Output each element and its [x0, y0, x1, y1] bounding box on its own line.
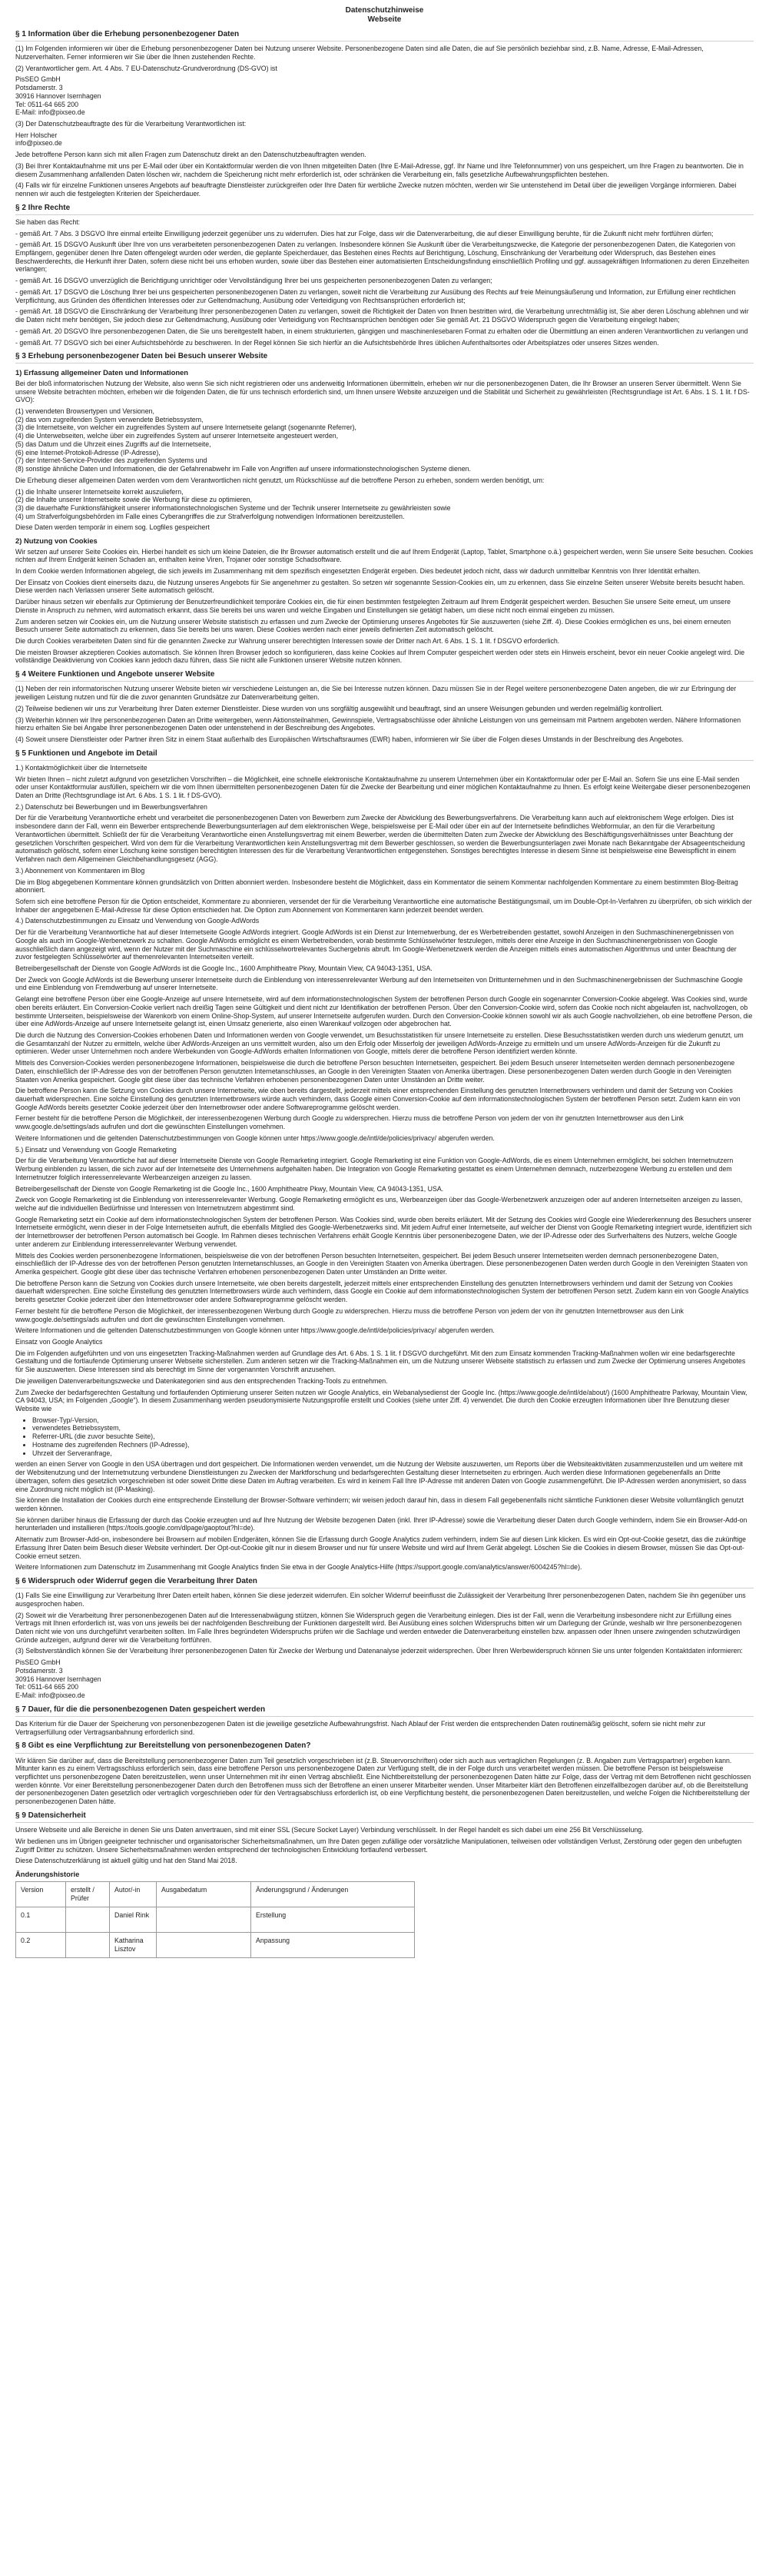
- paragraph: Sie können darüber hinaus die Erfassung der durch das Cookie erzeugten und auf Ihre Nutzung der Website bezogenen Daten (inkl. Ihrer IP-Adresse) sowie die Verarbeitung dieser Daten durch Google verhindern, indem Sie ein Browser-Add-on herunterladen und installieren (https://tools.google.com/dlpage/gaoptout?hl=de).: [15, 1515, 747, 1532]
- subsection-heading: 2) Nutzung von Cookies: [15, 536, 98, 546]
- subsection-heading: 1) Erfassung allgemeiner Daten und Informationen: [15, 368, 189, 377]
- section-8-heading: § 8 Gibt es eine Verpflichtung zur Bereitstellung von personenbezogenen Daten?: [15, 1741, 754, 1753]
- paragraph: Betreibergesellschaft der Dienste von Google Remarketing ist die Google Inc., 1600 Amphitheatre Pkwy, Mountain View, CA 94043-1351, USA.: [15, 1184, 444, 1193]
- paragraph: (1) Falls Sie eine Einwilligung zur Verarbeitung Ihrer Daten erteilt haben, können Sie diese jederzeit widerrufen. Ein solcher Widerruf beeinflusst die Zulässigkeit der Verarbeitung Ihrer personenbezogenen Daten, nachdem Sie ihn gegenüber uns ausgesprochen haben.: [15, 1592, 746, 1608]
- list-item: • Hostname des zugreifenden Rechners (IP-Adresse),: [32, 1441, 754, 1449]
- paragraph: Die im Blog abgegebenen Kommentare können grundsätzlich von Dritten abonniert werden. Insbesondere besteht die Möglichkeit, dass ein Kommentator die seinem Kommentar nachfolgenden Kommentare zu einem bestimmten Blog-Beitrag abonniert.: [15, 878, 738, 895]
- address-line: Tel: 0511-64 665 200: [15, 100, 79, 108]
- paragraph: (1) Neben der rein informatorischen Nutzung unserer Website bieten wir verschiedene Leistungen an, die Sie bei Interesse nutzen können. Dazu müssen Sie in der Regel weitere personenbezogene Daten angeben, die wir zur Erbringung der jeweiligen Leistung nutzen und für die die zuvor genannten Grundsätze zur Datenverarbeitung gelten.: [15, 685, 737, 702]
- paragraph: Jede betroffene Person kann sich mit allen Fragen zum Datenschutz direkt an den Datenschutzbeauftragten wenden.: [15, 151, 366, 159]
- paragraph: Die jeweiligen Datenverarbeitungszwecke und Datenkategorien sind aus den entsprechenden Tracking-Tools zu entnehmen.: [15, 1376, 388, 1385]
- rights-item: - gemäß Art. 17 DSGVO die Löschung Ihrer bei uns gespeicherten personenbezogenen Daten zu verlangen, soweit nicht die Verarbeitung zur Ausübung des Rechts auf freie Meinungsäußerung und Information, zur Erfüllung einer rechtlichen Verpflichtung, aus Gründen des öffentlichen Interesses oder zur Geltendmachung, Ausübung oder Verteidigung von Rechtsansprüchen erforderlich ist;: [15, 287, 736, 304]
- list-item: (6) eine Internet-Protokoll-Adresse (IP-Adresse),: [15, 448, 161, 456]
- paragraph: Wir bedienen uns im Übrigen geeigneter technischer und organisatorischer Sicherheitsmaßnahmen, um Ihre Daten gegen zufällige oder vorsätzliche Manipulationen, teilweisen oder vollständigen Verlust, Zerstörung oder gegen den unbefugten Zugriff Dritter zu schützen. Unsere Sicherheitsmaßnahmen werden entsprechend der technologischen Entwicklung fortlaufend verbessert.: [15, 1837, 742, 1854]
- paragraph: werden an einen Server von Google in den USA übertragen und dort gespeichert. Die Informationen werden verwendet, um die Nutzung der Website auszuwerten, um Reports über die Websiteaktivitäten zusammenzustellen und um weitere mit der Websitenutzung und der Internetnutzung verbundene Dienstleistungen zu Zwecken der Marktforschung und bedarfsgerechten Gestaltung dieser Internetseiten zu erbringen. Auch werden diese Informationen gegebenenfalls an Dritte übertragen, sofern dies gesetzlich vorgeschrieben ist oder soweit Dritte diese Daten im Auftrag verarbeiten. Es wird in keinem Fall Ihre IP-Adresse mit anderen Daten von Google zusammengeführt. Die IP-Adressen werden anonymisiert, so dass eine Zuordnung nicht möglich ist (IP-Masking).: [15, 1460, 747, 1493]
- subsection-title: 5.) Einsatz und Verwendung von Google Remarketing: [15, 1145, 177, 1154]
- paragraph: (3) Weiterhin können wir Ihre personenbezogenen Daten an Dritte weitergeben, wenn Aktionsteilnahmen, Gewinnspiele, Vertragsabschlüsse oder ähnliche Leistungen von uns gemeinsam mit Partnern angeboten werden. Nähere Informationen hierzu erhalten Sie bei Angabe Ihrer personenbezogenen Daten oder untenstehend in der Beschreibung des Angebotes.: [15, 715, 741, 732]
- paragraph: Der für die Verarbeitung Verantwortliche erhebt und verarbeitet die personenbezogenen Daten von Bewerbern zum Zwecke der Abwicklung des Bewerbungsverfahrens. Die Verarbeitung kann auch auf elektronischem Wege erfolgen. Dies ist insbesondere dann der Fall, wenn ein Bewerber entsprechende Bewerbungsunterlagen auf dem elektronischen Wege, beispielsweise per E-Mail oder über ein auf der Internetseite befindliches Webformular, an den für die Verarbeitung Verantwortlichen übermittelt. Schließt der für die Verarbeitung Verantwortliche einen Anstellungsvertrag mit einem Bewerber, werden die übermittelten Daten zum Zwecke der Abwicklung des Beschäftigungsverhältnisses unter Beachtung der gesetzlichen Vorschriften gespeichert. Wird von dem für die Verarbeitung Verantwortlichen kein Anstellungsvertrag mit dem Bewerber geschlossen, so werden die Bewerbungsunterlagen zwei Monate nach Bekanntgabe der Absageentscheidung automatisch gelöscht, sofern einer Löschung keine sonstigen berechtigten Interessen des für die Verarbeitung Verantwortlichen entgegenstehen. Sonstiges berechtigtes Interesse in diesem Sinne ist beispielsweise eine Beweispflicht in einem Verfahren nach dem Allgemeinen Gleichbehandlungsgesetz (AGG).: [15, 814, 745, 864]
- list-item: (7) der Internet-Service-Provider des zugreifenden Systems und: [15, 456, 207, 465]
- column-header-date: Ausgabedatum: [157, 1882, 251, 1907]
- address-line: 30916 Hannover Isernhagen: [15, 1675, 101, 1683]
- change-history-table: [15, 1881, 415, 1957]
- analytics-data-list: [15, 1416, 754, 1458]
- paragraph: Weitere Informationen und die geltenden Datenschutzbestimmungen von Google können unter https://www.google.de/intl/de/policies/privacy/ abgerufen werden.: [15, 1326, 495, 1335]
- paragraph: Mittels des Conversion-Cookies werden personenbezogene Informationen, beispielsweise die durch die betroffene Person besuchten Internetseiten, gespeichert. Bei jedem Besuch unserer Internetseiten werden demnach personenbezogene Daten, einschließlich der IP-Adresse des von der betroffenen Person genutzten Internetanschlusses, an Google in den Vereinigten Staaten von Amerika übertragen. Diese personenbezogenen Daten werden durch Google in den Vereinigten Staaten von Amerika gespeichert. Google gibt diese über das technische Verfahren erhobenen personenbezogenen Daten unter Umständen an Dritte weiter.: [15, 1059, 735, 1084]
- paragraph: Wir bieten Ihnen – nicht zuletzt aufgrund von gesetzlichen Vorschriften – die Möglichkeit, eine schnelle elektronische Kontaktaufnahme zu unserem Unternehmen über ein Kontaktformular oder per E-Mail an. Sofern Sie uns eine E-Mail senden oder unser Kontaktformular ausfüllen, speichern wir die vom Ihnen übermittelten personenbezogenen Daten für die Zwecke der Bearbeitung und einer möglichen Kontaktaufnahme zu Ihnen. Es erfolgt keine Weitergabe dieser personenbezogenen Daten an Dritte (Rechtsgrundlage ist Art. 6 Abs. 1 S. 1 lit. f DS-GVO).: [15, 775, 751, 800]
- section-1-heading: § 1 Information über die Erhebung personenbezogener Daten: [15, 30, 754, 41]
- list-item: (3) die dauerhafte Funktionsfähigkeit unserer informationstechnologischen Systeme und der Technik unserer Internetseite zu gewährleisten sowie: [15, 503, 451, 512]
- section-4-heading: § 4 Weitere Funktionen und Angebote unserer Website: [15, 670, 754, 682]
- list-item: • Referrer-URL (die zuvor besuchte Seite),: [32, 1432, 754, 1441]
- table-row: [16, 1932, 415, 1957]
- list-item: (1) verwendeten Browsertypen und Versionen,: [15, 407, 154, 416]
- paragraph: Ferner besteht für die betroffene Person die Möglichkeit, der interessenbezogenen Werbung durch Google zu widersprechen. Hierzu muss die betroffene Person von jedem der von ihr genutzten Internetbrowser aus den Link www.google.de/settings/ads aufrufen und dort die gewünschten Einstellungen vornehmen.: [15, 1306, 684, 1323]
- paragraph: (2) Teilweise bedienen wir uns zur Verarbeitung Ihrer Daten externer Dienstleister. Diese wurden von uns sorgfältig ausgewählt und beauftragt, sind an unsere Weisungen gebunden und werden regelmäßig kontrolliert.: [15, 704, 664, 712]
- document-title: [15, 6, 754, 25]
- paragraph: Wir setzen auf unserer Seite Cookies ein. Hierbei handelt es sich um kleine Dateien, die Ihr Browser automatisch erstellt und die auf Ihrem Endgerät (Laptop, Tablet, Smartphone o.ä.) gespeichert werden, wenn Sie unsere Seite besuchen. Cookies richten auf Ihrem Endgerät keinen Schaden an, enthalten keine Viren, Trojaner oder sonstige Schadsoftware.: [15, 547, 754, 564]
- paragraph: Sie haben das Recht:: [15, 217, 81, 226]
- paragraph: Bei der bloß informatorischen Nutzung der Website, also wenn Sie sich nicht registrieren oder uns anderweitig Informationen übermitteln, erheben wir nur die personenbezogenen Daten, die Ihr Browser an unseren Server übermittelt. Wenn Sie unsere Website betrachten möchten, erheben wir die folgenden Daten, die für uns technisch erforderlich sind, um Ihnen unsere Website anzuzeigen und die Stabilität und Sicherheit zu gewährleisten (Rechtsgrundlage ist Art. 6 Abs. 1 S. 1 lit. f DS-GVO):: [15, 379, 750, 404]
- column-header-author: Autor/-in: [110, 1882, 157, 1907]
- dpo-contact: [15, 131, 754, 148]
- paragraph: Zum anderen setzen wir Cookies ein, um die Nutzung unserer Website statistisch zu erfassen und zum Zwecke der Optimierung unseres Angebotes für Sie auszuwerten (siehe Ziff. 4). Diese Cookies ermöglichen es uns, bei einem erneuten Besuch unserer Seite automatisch zu erkennen, dass Sie bereits bei uns waren. Diese Cookies werden nach einer jeweils definierten Zeit automatisch gelöscht.: [15, 617, 731, 634]
- address-line: Tel: 0511-64 665 200: [15, 1683, 79, 1691]
- paragraph: (4) Falls wir für einzelne Funktionen unseres Angebots auf beauftragte Dienstleister zurückgreifen oder Ihre Daten für werbliche Zwecke nutzen möchten, werden wir Sie untenstehend im Detail über die jeweiligen Vorgänge informieren. Dabei nennen wir auch die festgelegten Kriterien der Speicherdauer.: [15, 181, 737, 198]
- table-cell: Daniel Rink: [110, 1907, 157, 1932]
- dpo-name: Herr Holscher: [15, 131, 58, 139]
- list-item: (1) die Inhalte unserer Internetseite korrekt auszuliefern,: [15, 487, 184, 496]
- table-cell: 0.1: [16, 1907, 66, 1932]
- paragraph: Alternativ zum Browser-Add-on, insbesondere bei Browsern auf mobilen Endgeräten, können Sie die Erfassung durch Google Analytics zudem verhindern, indem Sie auf diesen Link klicken. Es wird ein Opt-out-Cookie gesetzt, das die zukünftige Erfassung Ihrer Daten beim Besuch dieser Website verhindert. Der Opt-out-Cookie gilt nur in diesem Browser und nur für unsere Website und wird auf Ihrem Gerät abgelegt. Löschen Sie die Cookies in diesem Browser, müssen Sie das Opt-out-Cookie erneut setzen.: [15, 1535, 747, 1560]
- rights-item: - gemäß Art. 7 Abs. 3 DSGVO Ihre einmal erteilte Einwilligung jederzeit gegenüber uns zu widerrufen. Dies hat zur Folge, dass wir die Datenverarbeitung, die auf dieser Einwilligung beruhte, für die Zukunft nicht mehr fortführen dürfen;: [15, 229, 714, 237]
- paragraph: (1) Im Folgenden informieren wir über die Erhebung personenbezogener Daten bei Nutzung unserer Website. Personenbezogene Daten sind alle Daten, die auf Sie persönlich beziehbar sind, z.B. Name, Adresse, E-Mail-Adressen, Nutzerverhalten. Ferner informieren wir Sie über die Ihnen zustehenden Rechte.: [15, 45, 704, 61]
- subsection-title: 1.) Kontaktmöglichkeit über die Internetseite: [15, 763, 148, 772]
- paragraph: Sie können die Installation der Cookies durch eine entsprechende Einstellung der Browser-Software verhindern; wir weisen jedoch darauf hin, dass in diesem Fall gegebenenfalls nicht sämtliche Funktionen dieser Website vollumfänglich genutzt werden können.: [15, 1496, 744, 1512]
- table-cell: [157, 1932, 251, 1957]
- table-cell: Erstellung: [251, 1907, 415, 1932]
- rights-item: - gemäß Art. 16 DSGVO unverzüglich die Berichtigung unrichtiger oder Vervollständigung Ihrer bei uns gespeicherten personenbezogenen Daten zu verlangen;: [15, 277, 492, 285]
- address-line: Potsdamerstr. 3: [15, 84, 63, 92]
- paragraph: Der Einsatz von Cookies dient einerseits dazu, die Nutzung unseres Angebots für Sie angenehmer zu gestalten. So setzen wir sogenannte Session-Cookies ein, um zu erkennen, dass Sie einzelne Seiten unserer Website bereits besucht haben. Diese werden nach Verlassen unserer Seite automatisch gelöscht.: [15, 578, 745, 595]
- section-9-heading: § 9 Datensicherheit: [15, 1811, 754, 1823]
- paragraph: Der für die Verarbeitung Verantwortliche hat auf dieser Internetseite Dienste von Google Remarketing integriert. Google Remarketing ist eine Funktion von Google-AdWords, die es einem Unternehmen ermöglicht, bei solchen Internetnutzern Werbung einblenden zu lassen, die sich zuvor auf der Internetseite des Unternehmens aufgehalten haben. Die Integration von Google Remarketing gestattet es einem Unternehmen demnach, nutzerbezogene Werbung zu erstellen und dem Internetnutzer folglich interessenrelevante Werbeanzeigen anzeigen zu lassen.: [15, 1157, 734, 1181]
- collected-data-list: [15, 407, 754, 473]
- section-3-heading: § 3 Erhebung personenbezogener Daten bei Besuch unserer Website: [15, 352, 754, 363]
- paragraph: Sofern sich eine betroffene Person für die Option entscheidet, Kommentare zu abonnieren, versendet der für die Verarbeitung Verantwortliche eine automatische Bestätigungsmail, um im Double-Opt-In-Verfahren zu überprüfen, ob sich wirklich der Inhaber der angegebenen E-Mail-Adresse für diese Option entschieden hat. Die Option zum Abonnement von Kommentaren kann jederzeit beendet werden.: [15, 897, 752, 914]
- list-item: (3) die Internetseite, von welcher ein zugreifendes System auf unsere Internetseite gelangt (sogenannte Referrer),: [15, 423, 357, 432]
- objection-contact-address: [15, 1658, 754, 1700]
- list-item: • Browser-Typ/-Version,: [32, 1416, 754, 1425]
- section-5-heading: § 5 Funktionen und Angebote im Detail: [15, 749, 754, 761]
- title-line-2: Webseite: [367, 15, 402, 24]
- table-cell: [66, 1907, 110, 1932]
- paragraph: Zum Zwecke der bedarfsgerechten Gestaltung und fortlaufenden Optimierung unserer Seiten nutzen wir Google Analytics, ein Webanalysedienst der Google Inc. (https://www.google.de/intl/de/about/) (1600 Amphitheatre Parkway, Mountain View, CA 94043, USA; im Folgenden „Google“). In diesem Zusammenhang werden pseudonymisierte Nutzungsprofile erstellt und Cookies (siehe unter Ziff. 4) verwendet. Die durch den Cookie erzeugten Informationen über Ihre Benutzung dieser Website wie: [15, 1388, 747, 1413]
- subsection-title: 3.) Abonnement von Kommentaren im Blog: [15, 866, 145, 875]
- paragraph: Google Remarketing setzt ein Cookie auf dem informationstechnologischen System der betroffenen Person. Was Cookies sind, wurde oben bereits erläutert. Mit der Setzung des Cookies wird Google eine Wiedererkennung des Besuchers unserer Internetseite ermöglicht, wenn dieser in der Folge Internetseiten aufruft, die ebenfalls Mitglied des Google-Werbenetzwerks sind. Mit jedem Aufruf einer Internetseite, auf welcher der Dienst von Google Remarketing integriert wurde, identifiziert sich der Internetbrowser der betroffenen Person automatisch bei Google. Im Rahmen dieses technischen Verfahrens erhält Google Kenntnis über personenbezogene Daten, wie der IP-Adresse oder des Surfverhaltens des Nutzers, welche Google unter anderem zur Einblendung interessenrelevanter Werbung verwendet.: [15, 1215, 752, 1248]
- purpose-list: [15, 488, 754, 521]
- paragraph: Gelangt eine betroffene Person über eine Google-Anzeige auf unsere Internetseite, wird auf dem informationstechnologischen System der betroffenen Person durch Google ein sogenannter Conversion-Cookie abgelegt. Was Cookies sind, wurde oben bereits erläutert. Ein Conversion-Cookie verliert nach dreißig Tagen seine Gültigkeit und dient nicht zur Identifikation der betroffenen Person. Über den Conversion-Cookie wird, sofern das Cookie noch nicht abgelaufen ist, nachvollzogen, ob bestimmte Unterseiten, beispielsweise der Warenkorb von einem Online-Shop-System, auf unserer Internetseite aufgerufen wurden. Durch den Conversion-Cookie können sowohl wir als auch Google nachvollziehen, ob eine betroffene Person, die über eine AdWords-Anzeige auf unsere Internetseite gelangt ist, einen Umsatz generierte, also einen Warenkauf vollzogen oder abgebrochen hat.: [15, 995, 753, 1028]
- paragraph: In dem Cookie werden Informationen abgelegt, die sich jeweils im Zusammenhang mit dem spezifisch eingesetzten Endgerät ergeben. Dies bedeutet jedoch nicht, dass wir dadurch unmittelbar Kenntnis von Ihrer Identität erhalten.: [15, 567, 701, 575]
- rights-item: - gemäß Art. 15 DSGVO Auskunft über Ihre von uns verarbeiteten personenbezogenen Daten zu verlangen. Insbesondere können Sie Auskunft über die Verarbeitungszwecke, die Kategorie der personenbezogenen Daten, die Kategorien von Empfängern, gegenüber denen Ihre Daten offengelegt wurden oder werden, die geplante Speicherdauer, das Bestehen eines Rechts auf Berichtigung, Löschung, Einschränkung der Verarbeitung oder Widerspruch, das Bestehen eines Beschwerderechts, die Herkunft ihrer Daten, sofern diese nicht bei uns erhoben wurden, sowie über das Bestehen einer automatisierten Entscheidungsfindung einschließlich Profiling und ggf. aussagekräftigen Informationen zu deren Einzelheiten verlangen;: [15, 241, 750, 274]
- list-item: (5) das Datum und die Uhrzeit eines Zugriffs auf die Internetseite,: [15, 440, 211, 448]
- paragraph: Betreibergesellschaft der Dienste von Google AdWords ist die Google Inc., 1600 Amphitheatre Pkwy, Mountain View, CA 94043-1351, USA.: [15, 964, 433, 972]
- paragraph: Weitere Informationen und die geltenden Datenschutzbestimmungen von Google können unter https://www.google.de/intl/de/policies/privacy/ abgerufen werden.: [15, 1134, 495, 1142]
- list-item: • Uhrzeit der Serveranfrage,: [32, 1449, 754, 1458]
- table-cell: Katharina Lisztov: [110, 1932, 157, 1957]
- subsection-title: 4.) Datenschutzbestimmungen zu Einsatz und Verwendung von Google-AdWords: [15, 917, 260, 925]
- address-line: PisSEO GmbH: [15, 1658, 61, 1667]
- list-item: (2) die Inhalte unserer Internetseite sowie die Werbung für diese zu optimieren,: [15, 496, 252, 504]
- title-line-1: Datenschutzhinweise: [345, 6, 424, 15]
- paragraph: Die betroffene Person kann die Setzung von Cookies durch unsere Internetseite, wie oben bereits dargestellt, jederzeit mittels einer entsprechenden Einstellung des genutzten Internetbrowsers verhindern und damit der Setzung von Cookies dauerhaft widersprechen. Eine solche Einstellung des genutzten Internetbrowsers würde auch verhindern, dass Google einen Conversion-Cookie auf dem informationstechnologischen System der betroffenen Person setzt. Zudem kann ein von Google AdWords bereits gesetzter Cookie jederzeit über den Internetbrowser oder andere Softwareprogramme gelöscht werden.: [15, 1087, 741, 1111]
- section-7-heading: § 7 Dauer, für die die personenbezogenen Daten gespeichert werden: [15, 1705, 754, 1717]
- list-item: (2) das vom zugreifenden System verwendete Betriebssystem,: [15, 415, 204, 423]
- paragraph: (4) Soweit unsere Dienstleister oder Partner ihren Sitz in einem Staat außerhalb des Europäischen Wirtschaftsraumes (EWR) haben, informieren wir Sie über die Folgen dieses Umstands in der Beschreibung des Angebotes.: [15, 735, 684, 743]
- change-history-heading: Änderungshistorie: [15, 1869, 80, 1878]
- list-item: (4) um Strafverfolgungsbehörden im Falle eines Cyberangriffes die zur Strafverfolgung notwendigen Informationen bereitzustellen.: [15, 512, 405, 520]
- paragraph: Die durch die Nutzung des Conversion-Cookies erhobenen Daten und Informationen werden von Google verwendet, um Besuchsstatistiken für unsere Internetseite zu erstellen. Diese Besuchsstatistiken werden durch uns wiederum genutzt, um die Gesamtanzahl der Nutzer zu ermitteln, welche über AdWords-Anzeigen an uns vermittelt wurden, also um den Erfolg oder Misserfolg der jeweiligen AdWords-Anzeige zu ermitteln und um unsere AdWords-Anzeigen für die Zukunft zu optimieren. Weder unser Unternehmen noch andere Werbekunden von Google-AdWords erhalten Informationen von Google, mittels derer die betroffene Person identifiziert werden könnte.: [15, 1031, 744, 1056]
- table-cell: Anpassung: [251, 1932, 415, 1957]
- list-item: (8) sonstige ähnliche Daten und Informationen, die der Gefahrenabwehr im Falle von Angriffen auf unsere informationstechnologischen Systeme dienen.: [15, 465, 472, 473]
- table-row: [16, 1907, 415, 1932]
- paragraph: Die Erhebung dieser allgemeinen Daten werden vom dem Verantwortlichen nicht genutzt, um Rückschlüsse auf die betroffene Person zu erheben, sondern werden benötigt, um:: [15, 476, 545, 484]
- address-line: PisSEO GmbH: [15, 75, 61, 84]
- subsection-title: 2.) Datenschutz bei Bewerbungen und im Bewerbungsverfahren: [15, 802, 207, 811]
- paragraph: (3) Der Datenschutzbeauftragte des für die Verarbeitung Verantwortlichen ist:: [15, 119, 247, 128]
- column-header-created: erstellt / Prüfer: [66, 1882, 110, 1907]
- paragraph: Die betroffene Person kann die Setzung von Cookies durch unsere Internetseite, wie oben bereits dargestellt, jederzeit mittels einer entsprechenden Einstellung des genutzten Internetbrowsers verhindern und damit der Setzung von Cookies dauerhaft widersprechen. Eine solche Einstellung des genutzten Internetbrowsers würde auch verhindern, dass Google ein Cookie auf dem informationstechnologischen System der betroffenen Person setzt. Zudem kann ein von Google Analytics bereits gesetzter Cookie jederzeit über den Internetbrowser oder andere Softwareprogramme gelöscht werden.: [15, 1279, 749, 1304]
- dpo-email: info@pixseo.de: [15, 139, 62, 148]
- paragraph: Zweck von Google Remarketing ist die Einblendung von interessenrelevanter Werbung. Google Remarketing ermöglicht es uns, Werbeanzeigen über das Google-Werbenetzwerk anzuzeigen oder auf anderen Internetseiten anzeigen zu lassen, welche auf die individuellen Bedürfnisse und Interessen von Internetnutzern abgestimmt sind.: [15, 1196, 743, 1212]
- paragraph: Der für die Verarbeitung Verantwortliche hat auf dieser Internetseite Google AdWords integriert. Google AdWords ist ein Dienst zur Internetwerbung, der es Werbetreibenden gestattet, sowohl Anzeigen in den Suchmaschinenergebnissen von Google als auch im Google-Werbenetzwerk zu schalten. Google AdWords ermöglicht es einem Werbetreibenden, vorab bestimmte Schlüsselwörter festzulegen, mittels derer eine Anzeige in den Suchmaschinenergebnissen von Google ausschließlich dann angezeigt wird, wenn der Nutzer mit der Suchmaschine ein schlüsselwortrelevantes Suchergebnis abruft. Im Google-Werbenetzwerk werden die Anzeigen mittels eines automatischen Algorithmus und unter Beachtung der zuvor festgelegten Schlüsselwörter auf themenrelevanten Internetseiten verteilt.: [15, 928, 737, 961]
- rights-item: - gemäß Art. 18 DSGVO die Einschränkung der Verarbeitung Ihrer personenbezogenen Daten zu verlangen, soweit die Richtigkeit der Daten von Ihnen bestritten wird, die Verarbeitung unrechtmäßig ist, Sie aber deren Löschung ablehnen und wir die Daten nicht mehr benötigen, Sie jedoch diese zur Geltendmachung, Ausübung oder Verteidigung von Rechtsansprüchen benötigen oder Sie gemäß Art. 21 DSGVO Widerspruch gegen die Verarbeitung eingelegt haben;: [15, 307, 749, 324]
- section-2-heading: § 2 Ihre Rechte: [15, 204, 754, 215]
- paragraph: (2) Soweit wir die Verarbeitung Ihrer personenbezogenen Daten auf die Interessenabwägung stützen, können Sie Widerspruch gegen die Verarbeitung einlegen. Dies ist der Fall, wenn die Verarbeitung insbesondere nicht zur Erfüllung eines Vertrags mit Ihnen erforderlich ist, was von uns jeweils bei der nachfolgenden Beschreibung der Funktionen dargestellt wird. Bei Ausübung eines solchen Widerspruchs bitten wir um Darlegung der Gründe, weshalb wir Ihre personenbezogenen Daten nicht wie von uns durchgeführt verarbeiten sollten. Im Falle Ihres begründeten Widerspruchs prüfen wir die Sachlage und werden entweder die Datenverarbeitung einstellen bzw. anpassen oder Ihnen unsere zwingenden schutzwürdigen Gründe aufzeigen, aufgrund derer wir die Verarbeitung fortführen.: [15, 1611, 742, 1644]
- paragraph: (3) Bei Ihrer Kontaktaufnahme mit uns per E-Mail oder über ein Kontaktformular werden die von Ihnen mitgeteilten Daten (Ihre E-Mail-Adresse, ggf. Ihr Name und Ihre Telefonnummer) von uns gespeichert, um Ihre Fragen zu beantworten. Die in diesem Zusammenhang anfallenden Daten löschen wir, nachdem die Speicherung nicht mehr erforderlich ist, oder schränken die Verarbeitung ein, falls gesetzliche Aufbewahrungspflichten bestehen.: [15, 161, 744, 178]
- paragraph: Die im Folgenden aufgeführten und von uns eingesetzten Tracking-Maßnahmen werden auf Grundlage des Art. 6 Abs. 1 S. 1 lit. f DSGVO durchgeführt. Mit den zum Einsatz kommenden Tracking-Maßnahmen wollen wir eine bedarfsgerechte Gestaltung und die fortlaufende Optimierung unserer Webseite sicherstellen. Zum anderen setzen wir die Tracking-Maßnahmen ein, um die Nutzung unserer Webseite statistisch zu erfassen und zum Zwecke der Optimierung unseres Angebotes für Sie auszuwerten. Diese Interessen sind als berechtigt im Sinne der vorgenannten Vorschrift anzusehen.: [15, 1349, 746, 1374]
- address-line: Potsdamerstr. 3: [15, 1666, 63, 1675]
- paragraph: Ferner besteht für die betroffene Person die Möglichkeit, der interessenbezogenen Werbung durch Google zu widersprechen. Hierzu muss die betroffene Person von jedem der von ihr genutzten Internetbrowser aus den Link www.google.de/settings/ads aufrufen und dort die gewünschten Einstellungen vornehmen.: [15, 1114, 684, 1131]
- list-item: • verwendetes Betriebssystem,: [32, 1424, 754, 1432]
- section-6-heading: § 6 Widerspruch oder Widerruf gegen die Verarbeitung Ihrer Daten: [15, 1577, 754, 1588]
- column-header-version: Version: [16, 1882, 66, 1907]
- paragraph: Darüber hinaus setzen wir ebenfalls zur Optimierung der Benutzerfreundlichkeit temporäre Cookies ein, die für einen bestimmten festgelegten Zeitraum auf Ihrem Endgerät gespeichert werden. Besuchen Sie unsere Seite erneut, um unsere Dienste in Anspruch zu nehmen, wird automatisch erkannt, dass Sie bereits bei uns waren und welche Eingaben und Einstellungen sie getätigt haben, um diese nicht noch einmal eingeben zu müssen.: [15, 598, 731, 614]
- paragraph: Die durch Cookies verarbeiteten Daten sind für die genannten Zwecke zur Wahrung unserer berechtigten Interessen sowie der Dritter nach Art. 6 Abs. 1 S. 1 lit. f DSGVO erforderlich.: [15, 637, 560, 646]
- table-cell: [66, 1932, 110, 1957]
- paragraph: Diese Datenschutzerklärung ist aktuell gültig und hat den Stand Mai 2018.: [15, 1857, 237, 1865]
- list-item: (4) die Unterwebseiten, welche über ein zugreifendes System auf unserer Internetseite angesteuert werden,: [15, 432, 339, 440]
- address-email: E-Mail: info@pixseo.de: [15, 108, 85, 117]
- paragraph: Unsere Webseite und alle Bereiche in denen Sie uns Daten anvertrauen, sind mit einer SSL (Secure Socket Layer) Verbindung verschlüsselt. In der Regel handelt es sich dabei um eine 256 Bit Verschlüsselung.: [15, 1826, 644, 1834]
- rights-item: - gemäß Art. 77 DSGVO sich bei einer Aufsichtsbehörde zu beschweren. In der Regel können Sie sich hierfür an die Aufsichtsbehörde Ihres üblichen Aufenthaltsortes oder Arbeitsplatzes oder unseres Sitzes wenden.: [15, 338, 659, 347]
- table-cell: 0.2: [16, 1932, 66, 1957]
- paragraph: (3) Selbstverständlich können Sie der Verarbeitung Ihrer personenbezogenen Daten für Zwecke der Werbung und Datenanalyse jederzeit widersprechen. Über Ihren Werbewiderspruch können Sie uns unter folgenden Kontaktdaten informieren:: [15, 1647, 743, 1655]
- controller-address: [15, 75, 754, 117]
- paragraph: Wir klären Sie darüber auf, dass die Bereitstellung personenbezogener Daten zum Teil gesetzlich vorgeschrieben ist (z.B. Steuervorschriften) oder sich auch aus vertraglichen Regelungen (z. B. Angaben zum Vertragspartner) ergeben kann. Mitunter kann es zu einem Vertragsschluss erforderlich sein, dass eine betroffene Person uns personenbezogene Daten zur Verfügung stellt, die in der Folge durch uns verarbeitet werden müssen. Die betroffene Person ist beispielsweise verpflichtet uns personenbezogene Daten bereitzustellen, wenn unser Unternehmen mit ihr einen Vertrag abschließt. Eine Nichtbereitstellung der personenbezogenen Daten hätte zur Folge, dass der Vertrag mit dem Betroffenen nicht geschlossen werden könnte. Vor einer Bereitstellung personenbezogener Daten durch den Betroffenen muss sich der Betroffene an einen unserer Mitarbeiter wenden. Unser Mitarbeiter klärt den Betroffenen einzelfallbezogen darüber auf, ob die Bereitstellung der personenbezogenen Daten gesetzlich oder vertraglich vorgeschrieben oder für den Vertragsabschluss erforderlich ist, ob eine Verpflichtung besteht, die personenbezogenen Daten bereitzustellen, und welche Folgen die Nichtbereitstellung der personenbezogenen Daten hätte.: [15, 1756, 751, 1806]
- address-line: 30916 Hannover Isernhagen: [15, 91, 101, 100]
- paragraph: Mittels des Cookies werden personenbezogene Informationen, beispielsweise die von der betroffenen Person besuchten Internetseiten, gespeichert. Bei jedem Besuch unserer Internetseiten werden demnach personenbezogene Daten, einschließlich der IP-Adresse des von der betroffenen Person genutzten Internetanschlusses, an Google in den Vereinigten Staaten von Amerika übertragen. Diese personenbezogenen Daten werden durch Google in den Vereinigten Staaten von Amerika gespeichert. Google gibt diese über das technische Verfahren erhobenen personenbezogenen Daten unter Umständen an Dritte weiter.: [15, 1251, 747, 1276]
- address-email: E-Mail: info@pixseo.de: [15, 1691, 85, 1700]
- paragraph: (2) Verantwortlicher gem. Art. 4 Abs. 7 EU-Datenschutz-Grundverordnung (DS-GVO) ist: [15, 64, 277, 72]
- paragraph: Weitere Informationen zum Datenschutz im Zusammenhang mit Google Analytics finden Sie etwa in der Google Analytics-Hilfe (https://support.google.com/analytics/answer/6004245?hl=de).: [15, 1563, 582, 1572]
- rights-item: - gemäß Art. 20 DSGVO Ihre personenbezogenen Daten, die Sie uns bereitgestellt haben, in einem strukturierten, gängigen und maschinenlesebaren Format zu erhalten oder die Übermittlung an einen anderen Verantwortlichen zu verlangen und: [15, 327, 748, 335]
- paragraph: Die meisten Browser akzeptieren Cookies automatisch. Sie können Ihren Browser jedoch so konfigurieren, dass keine Cookies auf Ihrem Computer gespeichert werden oder stets ein Hinweis erscheint, bevor ein neuer Cookie angelegt wird. Die vollständige Deaktivierung von Cookies kann jedoch dazu führen, dass Sie nicht alle Funktionen unserer Website nutzen können.: [15, 648, 745, 665]
- paragraph: Diese Daten werden temporär in einem sog. Logfiles gespeichert: [15, 523, 210, 532]
- table-header-row: [16, 1882, 415, 1907]
- paragraph: Der Zweck von Google AdWords ist die Bewerbung unserer Internetseite durch die Einblendung von interessenrelevanter Werbung auf den Internetseiten von Drittunternehmen und in den Suchmaschinenergebnissen der Suchmaschine Google und eine Einblendung von Fremdwerbung auf unserer Internetseite.: [15, 975, 743, 992]
- table-cell: [157, 1907, 251, 1932]
- column-header-reason: Änderungsgrund / Änderungen: [251, 1882, 415, 1907]
- subsection-title: Einsatz von Google Analytics: [15, 1338, 103, 1346]
- paragraph: Das Kriterium für die Dauer der Speicherung von personenbezogenen Daten ist die jeweilige gesetzliche Aufbewahrungsfrist. Nach Ablauf der Frist werden die entsprechenden Daten routinemäßig gelöscht, sofern sie nicht mehr zur Vertragserfüllung oder Vertragsanbahnung erforderlich sind.: [15, 1719, 706, 1736]
